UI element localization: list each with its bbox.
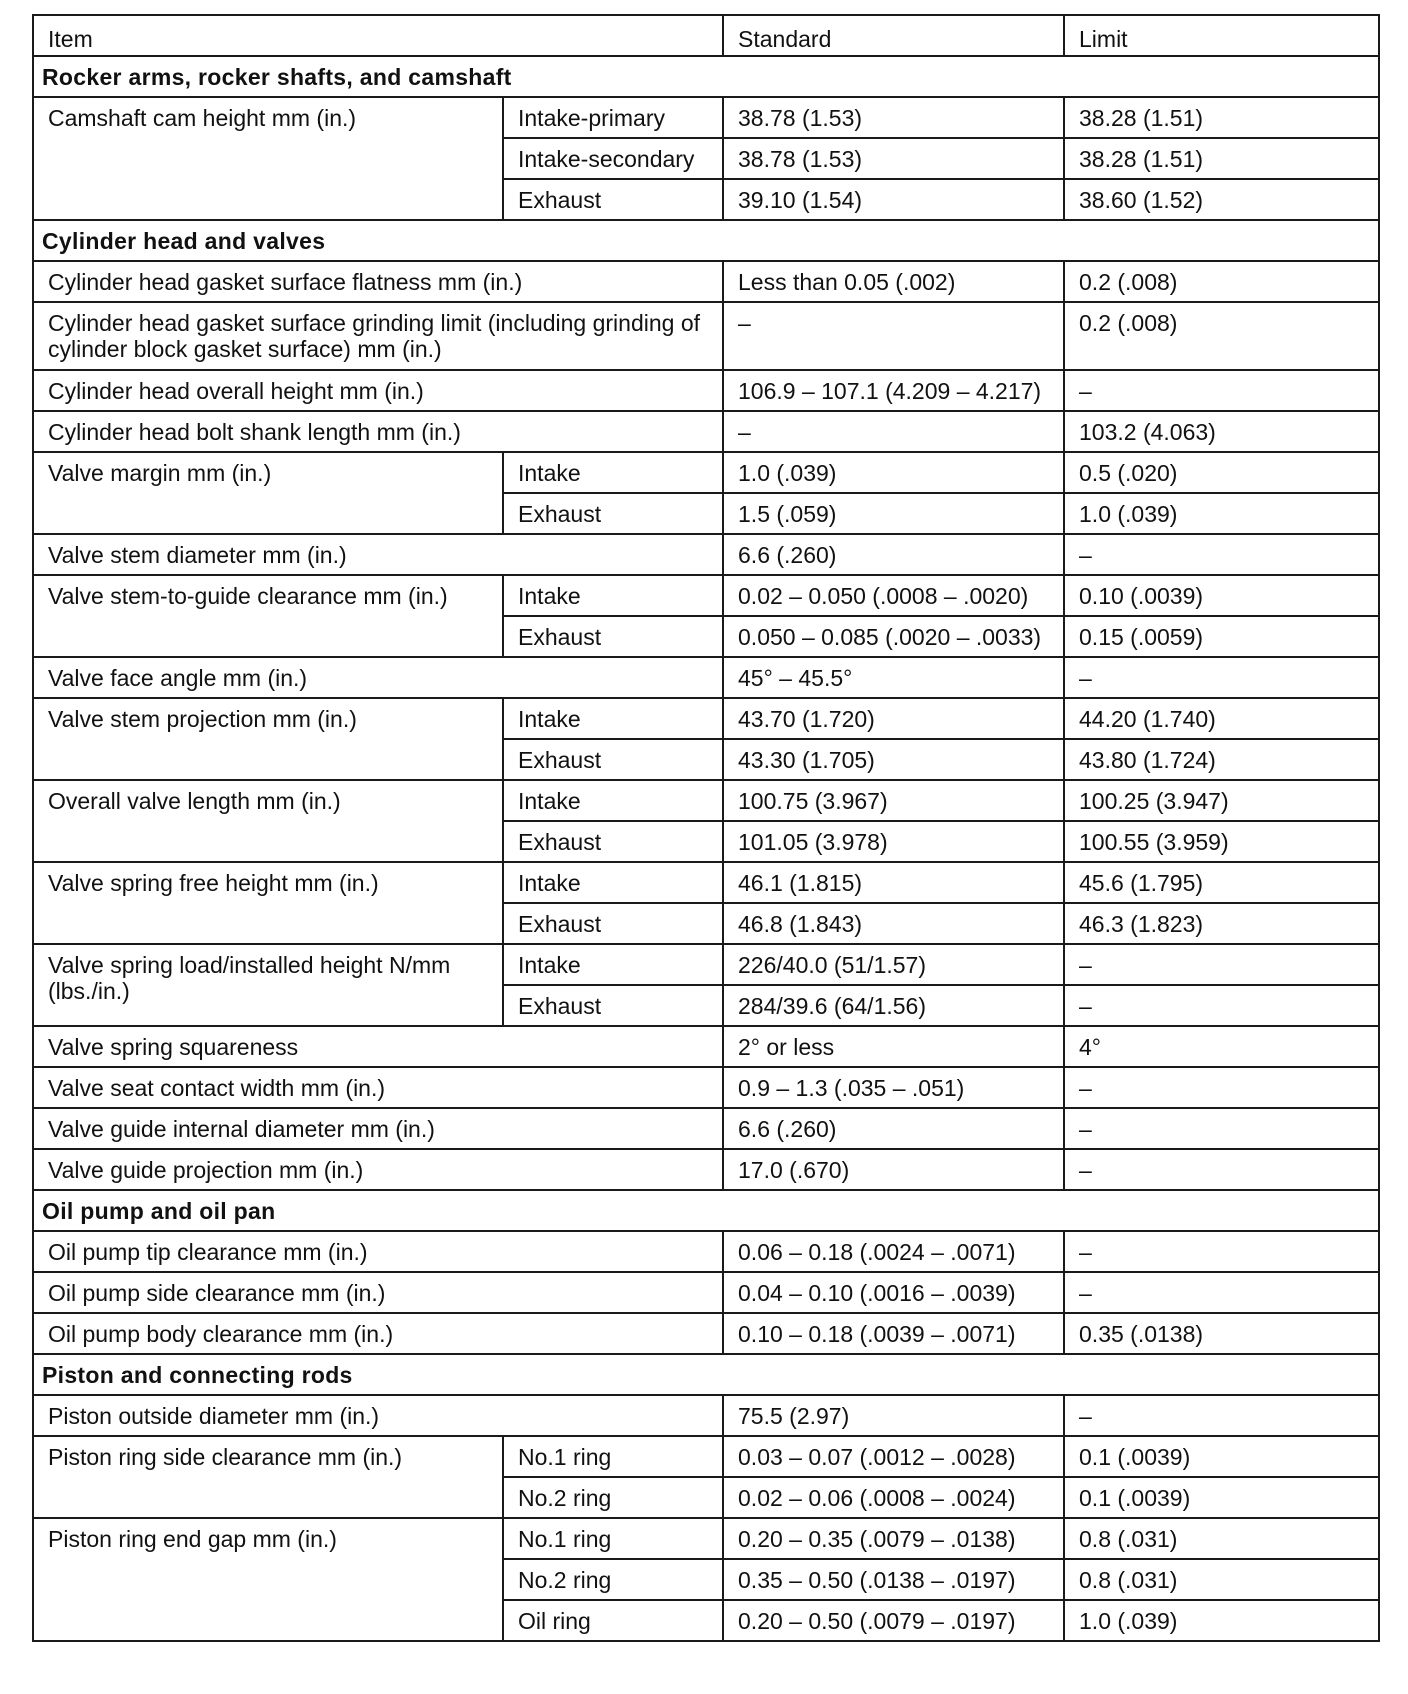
standard-value: 0.9 – 1.3 (.035 – .051) [723,1067,1064,1108]
item-name: Valve spring free height mm (in.) [33,862,503,944]
standard-value: 46.8 (1.843) [723,903,1064,944]
standard-value: 0.050 – 0.085 (.0020 – .0033) [723,616,1064,657]
table-row [33,944,1379,985]
sub-item: Exhaust [503,821,723,862]
item-name: Oil pump body clearance mm (in.) [33,1313,723,1354]
table-row [33,780,1379,821]
sub-item: Exhaust [503,616,723,657]
standard-value: 0.20 – 0.50 (.0079 – .0197) [723,1600,1064,1641]
limit-value: – [1064,1067,1379,1108]
item-name: Valve margin mm (in.) [33,452,503,534]
limit-value: 1.0 (.039) [1064,1600,1379,1641]
limit-value: 4° [1064,1026,1379,1067]
sub-item: No.1 ring [503,1436,723,1477]
section-title: Cylinder head and valves [33,220,1379,261]
sub-item: Exhaust [503,493,723,534]
limit-value: 38.28 (1.51) [1064,97,1379,138]
sub-item: Intake [503,780,723,821]
standard-value: 1.0 (.039) [723,452,1064,493]
limit-value: 46.3 (1.823) [1064,903,1379,944]
table-row [33,1067,1379,1108]
section-title: Oil pump and oil pan [33,1190,1379,1231]
col-header-limit: Limit [1064,15,1379,56]
standard-value: 17.0 (.670) [723,1149,1064,1190]
section-header-row [33,1190,1379,1231]
header-row [33,15,1379,56]
table-row [33,411,1379,452]
limit-value: 44.20 (1.740) [1064,698,1379,739]
item-name: Valve stem diameter mm (in.) [33,534,723,575]
standard-value: – [723,302,1064,370]
item-name: Piston ring end gap mm (in.) [33,1518,503,1641]
limit-value: 0.35 (.0138) [1064,1313,1379,1354]
standard-value: 0.20 – 0.35 (.0079 – .0138) [723,1518,1064,1559]
item-name: Valve spring load/installed height N/mm (lbs./in.) [33,944,503,1026]
table-row [33,1518,1379,1559]
standard-value: 39.10 (1.54) [723,179,1064,220]
limit-value: 38.28 (1.51) [1064,138,1379,179]
section-header-row [33,56,1379,97]
limit-value: 103.2 (4.063) [1064,411,1379,452]
standard-value: 0.04 – 0.10 (.0016 – .0039) [723,1272,1064,1313]
item-name: Valve spring squareness [33,1026,723,1067]
limit-value: – [1064,657,1379,698]
table-row [33,1231,1379,1272]
item-name: Oil pump side clearance mm (in.) [33,1272,723,1313]
item-name: Valve guide internal diameter mm (in.) [33,1108,723,1149]
standard-value: 0.06 – 0.18 (.0024 – .0071) [723,1231,1064,1272]
item-name: Oil pump tip clearance mm (in.) [33,1231,723,1272]
limit-value: 0.2 (.008) [1064,302,1379,370]
standard-value: 0.02 – 0.06 (.0008 – .0024) [723,1477,1064,1518]
standard-value: 284/39.6 (64/1.56) [723,985,1064,1026]
table-row [33,862,1379,903]
standard-value: 6.6 (.260) [723,534,1064,575]
limit-value: – [1064,1395,1379,1436]
standard-value: 106.9 – 107.1 (4.209 – 4.217) [723,370,1064,411]
limit-value: 38.60 (1.52) [1064,179,1379,220]
limit-value: – [1064,1149,1379,1190]
table-row [33,1272,1379,1313]
item-name: Cylinder head gasket surface grinding limit (including grinding of cylinder block gasket surface) mm (in.) [33,302,723,370]
table-row [33,302,1379,370]
limit-value: 100.25 (3.947) [1064,780,1379,821]
limit-value: – [1064,1231,1379,1272]
sub-item: No.2 ring [503,1559,723,1600]
limit-value: 1.0 (.039) [1064,493,1379,534]
table-row [33,97,1379,138]
col-header-standard: Standard [723,15,1064,56]
standard-value: 0.03 – 0.07 (.0012 – .0028) [723,1436,1064,1477]
table-row [33,657,1379,698]
table-row [33,698,1379,739]
sub-item: No.1 ring [503,1518,723,1559]
limit-value: 0.10 (.0039) [1064,575,1379,616]
section-header-row [33,220,1379,261]
item-name: Valve guide projection mm (in.) [33,1149,723,1190]
standard-value: – [723,411,1064,452]
item-name: Valve seat contact width mm (in.) [33,1067,723,1108]
section-header-row [33,1354,1379,1395]
sub-item: Intake [503,698,723,739]
table-row [33,261,1379,302]
sub-item: Intake [503,944,723,985]
standard-value: 0.35 – 0.50 (.0138 – .0197) [723,1559,1064,1600]
standard-value: 0.02 – 0.050 (.0008 – .0020) [723,575,1064,616]
table-row [33,370,1379,411]
item-name: Cylinder head overall height mm (in.) [33,370,723,411]
standard-value: 226/40.0 (51/1.57) [723,944,1064,985]
table-row [33,575,1379,616]
standard-value: 43.30 (1.705) [723,739,1064,780]
table-row [33,1436,1379,1477]
sub-item: Oil ring [503,1600,723,1641]
limit-value: – [1064,985,1379,1026]
item-name: Piston outside diameter mm (in.) [33,1395,723,1436]
standard-value: 38.78 (1.53) [723,138,1064,179]
standard-value: 101.05 (3.978) [723,821,1064,862]
table-row [33,1395,1379,1436]
standard-value: 1.5 (.059) [723,493,1064,534]
sub-item: Intake-primary [503,97,723,138]
limit-value: – [1064,1108,1379,1149]
standard-value: 46.1 (1.815) [723,862,1064,903]
item-name: Cylinder head bolt shank length mm (in.) [33,411,723,452]
sub-item: Exhaust [503,985,723,1026]
spec-table [32,14,1380,1642]
sub-item: No.2 ring [503,1477,723,1518]
standard-value: 75.5 (2.97) [723,1395,1064,1436]
limit-value: – [1064,944,1379,985]
standard-value: 38.78 (1.53) [723,97,1064,138]
limit-value: 0.8 (.031) [1064,1559,1379,1600]
limit-value: 100.55 (3.959) [1064,821,1379,862]
table-row [33,1026,1379,1067]
table-row [33,452,1379,493]
limit-value: 45.6 (1.795) [1064,862,1379,903]
limit-value: 0.5 (.020) [1064,452,1379,493]
item-name: Valve stem-to-guide clearance mm (in.) [33,575,503,657]
sub-item: Intake-secondary [503,138,723,179]
limit-value: 0.8 (.031) [1064,1518,1379,1559]
standard-value: Less than 0.05 (.002) [723,261,1064,302]
limit-value: – [1064,534,1379,575]
limit-value: – [1064,370,1379,411]
col-header-item: Item [33,15,723,56]
table-row [33,1313,1379,1354]
limit-value: 0.1 (.0039) [1064,1436,1379,1477]
item-name: Valve face angle mm (in.) [33,657,723,698]
standard-value: 45° – 45.5° [723,657,1064,698]
limit-value: – [1064,1272,1379,1313]
table-row [33,1149,1379,1190]
sub-item: Exhaust [503,739,723,780]
item-name: Valve stem projection mm (in.) [33,698,503,780]
sub-item: Intake [503,862,723,903]
item-name: Camshaft cam height mm (in.) [33,97,503,220]
table-row [33,534,1379,575]
sub-item: Exhaust [503,179,723,220]
sub-item: Intake [503,452,723,493]
table-row [33,1108,1379,1149]
standard-value: 0.10 – 0.18 (.0039 – .0071) [723,1313,1064,1354]
section-title: Rocker arms, rocker shafts, and camshaft [33,56,1379,97]
limit-value: 0.2 (.008) [1064,261,1379,302]
limit-value: 0.1 (.0039) [1064,1477,1379,1518]
limit-value: 0.15 (.0059) [1064,616,1379,657]
sub-item: Intake [503,575,723,616]
section-title: Piston and connecting rods [33,1354,1379,1395]
item-name: Piston ring side clearance mm (in.) [33,1436,503,1518]
limit-value: 43.80 (1.724) [1064,739,1379,780]
standard-value: 2° or less [723,1026,1064,1067]
standard-value: 100.75 (3.967) [723,780,1064,821]
item-name: Cylinder head gasket surface flatness mm (in.) [33,261,723,302]
standard-value: 43.70 (1.720) [723,698,1064,739]
item-name: Overall valve length mm (in.) [33,780,503,862]
standard-value: 6.6 (.260) [723,1108,1064,1149]
sub-item: Exhaust [503,903,723,944]
